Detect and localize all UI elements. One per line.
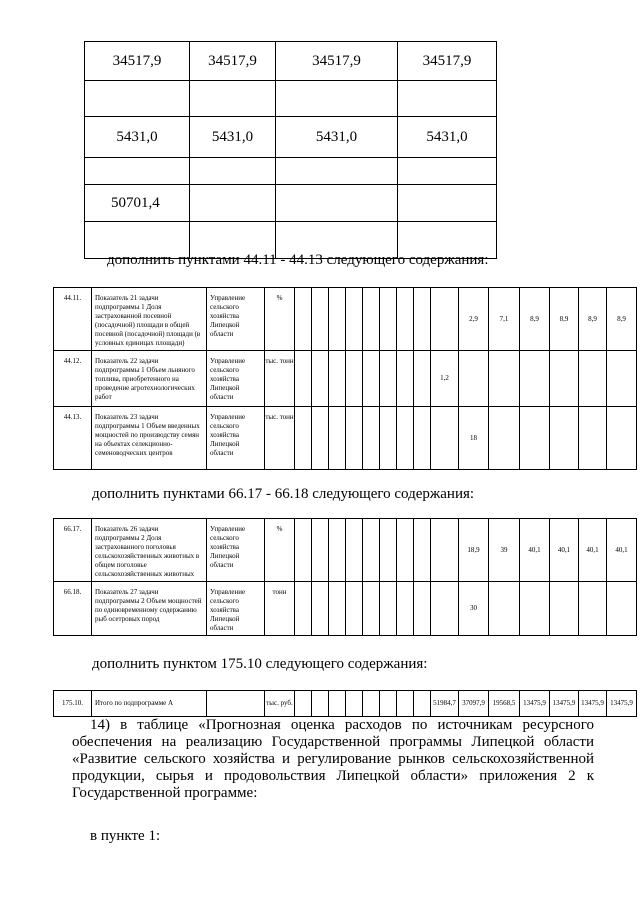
table-cell — [276, 158, 398, 185]
value-cell: 2,9 — [459, 288, 489, 351]
table-cell — [398, 158, 497, 185]
indicator-table-66 — [53, 518, 637, 636]
value-cell: 13475,9 — [607, 691, 637, 717]
paragraph-add-175: дополнить пунктом 175.10 следующего содержания: — [92, 656, 428, 672]
value-cell: 30 — [459, 582, 489, 636]
value-cell: 8,9 — [520, 288, 550, 351]
organization: Управление сельского хозяйства Липецкой области — [207, 288, 265, 351]
row-number: 66.18. — [54, 582, 92, 636]
paragraph-point-1: в пункте 1: — [90, 828, 161, 844]
row-number: 66.17. — [54, 519, 92, 582]
value-cell: 40,1 — [520, 519, 550, 582]
value-cell: 8,9 — [579, 288, 607, 351]
table-cell: 5431,0 — [398, 117, 497, 158]
row-number: 44.11. — [54, 288, 92, 351]
table-cell: 5431,0 — [85, 117, 190, 158]
value-cell: 13475,9 — [520, 691, 550, 717]
indicator-text: Показатель 26 задачи подпрограммы 2 Доля застрахованного поголовья сельскохозяйственных животных в общем поголовье сельскохозяйственных животных — [92, 519, 207, 582]
value-cell: 13475,9 — [550, 691, 579, 717]
value-cell: 40,1 — [550, 519, 579, 582]
total-label: Итого по подпрограмме А — [92, 691, 207, 717]
values-table — [84, 41, 497, 259]
total-table-175 — [53, 690, 637, 717]
unit: тыс. тонн — [265, 407, 295, 470]
table-cell — [85, 158, 190, 185]
value-cell: 18 — [459, 407, 489, 470]
table-cell: 34517,9 — [85, 42, 190, 81]
indicator-text: Показатель 22 задачи подпрограммы 1 Объем льняного топлива, приобретенного на проведение агротехнологических работ — [92, 351, 207, 407]
table-cell: 5431,0 — [190, 117, 276, 158]
value-cell: 40,1 — [607, 519, 637, 582]
value-cell: 39 — [489, 519, 520, 582]
unit: тыс. тонн — [265, 351, 295, 407]
unit: тонн — [265, 582, 295, 636]
table-cell: 34517,9 — [398, 42, 497, 81]
value-cell: 7,1 — [489, 288, 520, 351]
value-cell: 19568,5 — [489, 691, 520, 717]
organization: Управление сельского хозяйства Липецкой области — [207, 407, 265, 470]
table-cell — [398, 185, 497, 222]
table-cell — [276, 81, 398, 117]
table-cell — [190, 185, 276, 222]
paragraph-14: 14) в таблице «Прогнозная оценка расходов по источникам ресурсного обеспечения на реализацию Государственной программы Липецкой области «Развитие сельского хозяйства и регулирование рынков сельскохозяйственной продукции, сырья и продовольствия Липецкой области» приложения 2 к Государственной программе: — [72, 717, 594, 801]
value-cell: 13475,9 — [579, 691, 607, 717]
value-cell: 1,2 — [431, 351, 459, 407]
value-cell: 40,1 — [579, 519, 607, 582]
row-number: 44.13. — [54, 407, 92, 470]
table-cell — [85, 81, 190, 117]
value-cell: 8,9 — [550, 288, 579, 351]
table-cell — [190, 81, 276, 117]
table-cell: 5431,0 — [276, 117, 398, 158]
value-cell: 8,9 — [607, 288, 637, 351]
table-cell — [398, 81, 497, 117]
row-number: 175.10. — [54, 691, 92, 717]
paragraph-add-66: дополнить пунктами 66.17 - 66.18 следующего содержания: — [92, 486, 475, 502]
indicator-table-44 — [53, 287, 637, 470]
organization: Управление сельского хозяйства Липецкой области — [207, 582, 265, 636]
unit: % — [265, 519, 295, 582]
value-cell: 18,9 — [459, 519, 489, 582]
table-cell: 50701,4 — [85, 185, 190, 222]
unit: % — [265, 288, 295, 351]
organization: Управление сельского хозяйства Липецкой области — [207, 351, 265, 407]
organization: Управление сельского хозяйства Липецкой области — [207, 519, 265, 582]
row-number: 44.12. — [54, 351, 92, 407]
indicator-text: Показатель 23 задачи подпрограммы 1 Объем введенных мощностей по производству семян на объектах селекционно-семеноводческих центров — [92, 407, 207, 470]
indicator-text: Показатель 27 задачи подпрограммы 2 Объем мощностей по единовременному содержанию рыб осетровых пород — [92, 582, 207, 636]
table-cell — [190, 158, 276, 185]
value-cell: 37097,9 — [459, 691, 489, 717]
indicator-text: Показатель 21 задачи подпрограммы 1 Доля застрахованной посевной (посадочной) площади в общей посевной (посадочной) площади (в условных единицах площади) — [92, 288, 207, 351]
table-cell: 34517,9 — [190, 42, 276, 81]
value-cell: 51984,7 — [431, 691, 459, 717]
unit: тыс. руб. — [265, 691, 295, 717]
table-cell — [276, 185, 398, 222]
table-cell: 34517,9 — [276, 42, 398, 81]
paragraph-add-44: дополнить пунктами 44.11 - 44.13 следующего содержания: — [107, 252, 489, 268]
